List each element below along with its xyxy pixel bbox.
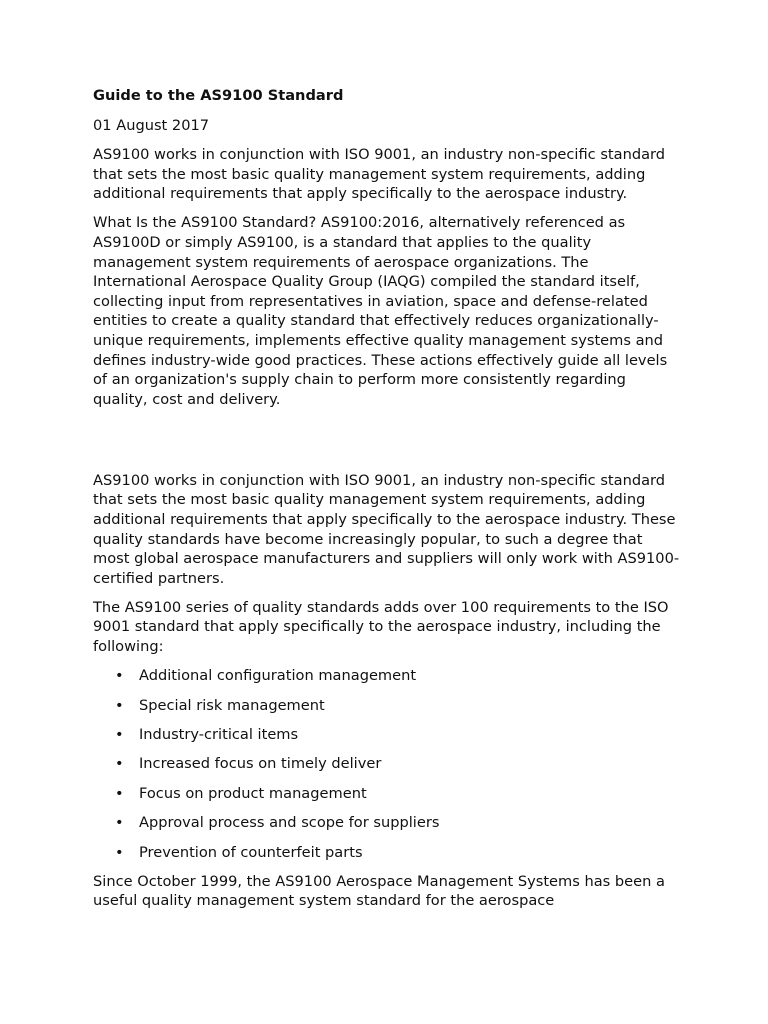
bullet-icon: • (115, 784, 124, 802)
list-item (115, 754, 683, 774)
bullet-icon: • (115, 814, 124, 832)
bullet-icon: • (115, 667, 124, 685)
list-item (115, 813, 683, 833)
list-item-text: Prevention of counterfeit parts (139, 843, 363, 861)
list-item (115, 784, 683, 804)
list-item-text: Approval process and scope for suppliers (139, 814, 440, 832)
list-item-text: Industry-critical items (139, 725, 299, 743)
list-item (115, 666, 683, 686)
bullet-icon: • (115, 725, 124, 743)
list-item-text: Increased focus on timely deliver (139, 755, 382, 773)
document-title: Guide to the AS9100 Standard (93, 87, 344, 104)
requirements-list (93, 666, 683, 862)
document-page (93, 86, 683, 921)
list-item (115, 843, 683, 863)
document-date: 01 August 2017 (93, 117, 210, 134)
popularity-paragraph: AS9100 works in conjunction with ISO 9001, an industry non-specific standard that sets the most basic quality management system requirements, adding additional requirements that apply specifically to the aerospace industry. These quality standards have become increasingly popular, to such a degree that most global aerospace manufacturers and suppliers will only work with AS9100-certified partners. (93, 471, 680, 587)
bullet-icon: • (115, 696, 124, 714)
bullet-icon: • (115, 755, 124, 773)
blank-gap (93, 419, 683, 471)
list-item-text: Focus on product management (139, 784, 367, 802)
closing-paragraph: Since October 1999, the AS9100 Aerospace Management Systems has been a useful quality management system standard for the aerospace (93, 872, 665, 910)
list-item (115, 696, 683, 716)
definition-paragraph: What Is the AS9100 Standard? AS9100:2016, alternatively referenced as AS9100D or simply AS9100, is a standard that applies to the quality management system requirements of aerospace organizations. The International Aerospace Quality Group (IAQG) compiled the standard itself, collecting input from representatives in aviation, space and defense-related entities to create a quality standard that effectively reduces organizationally-unique requirements, implements effective quality management systems and defines industry-wide good practices. These actions effectively guide all levels of an organization's supply chain to perform more consistently regarding quality, cost and delivery. (93, 214, 668, 408)
list-item-text: Additional configuration management (139, 667, 417, 685)
intro-paragraph: AS9100 works in conjunction with ISO 9001, an industry non-specific standard that sets the most basic quality management system requirements, adding additional requirements that apply specifically to the aerospace industry. (93, 146, 666, 203)
bullet-icon: • (115, 843, 124, 861)
list-item (115, 725, 683, 745)
list-item-text: Special risk management (139, 696, 325, 714)
requirements-intro-paragraph: The AS9100 series of quality standards adds over 100 requirements to the ISO 9001 standard that apply specifically to the aerospace industry, including the following: (93, 598, 669, 656)
